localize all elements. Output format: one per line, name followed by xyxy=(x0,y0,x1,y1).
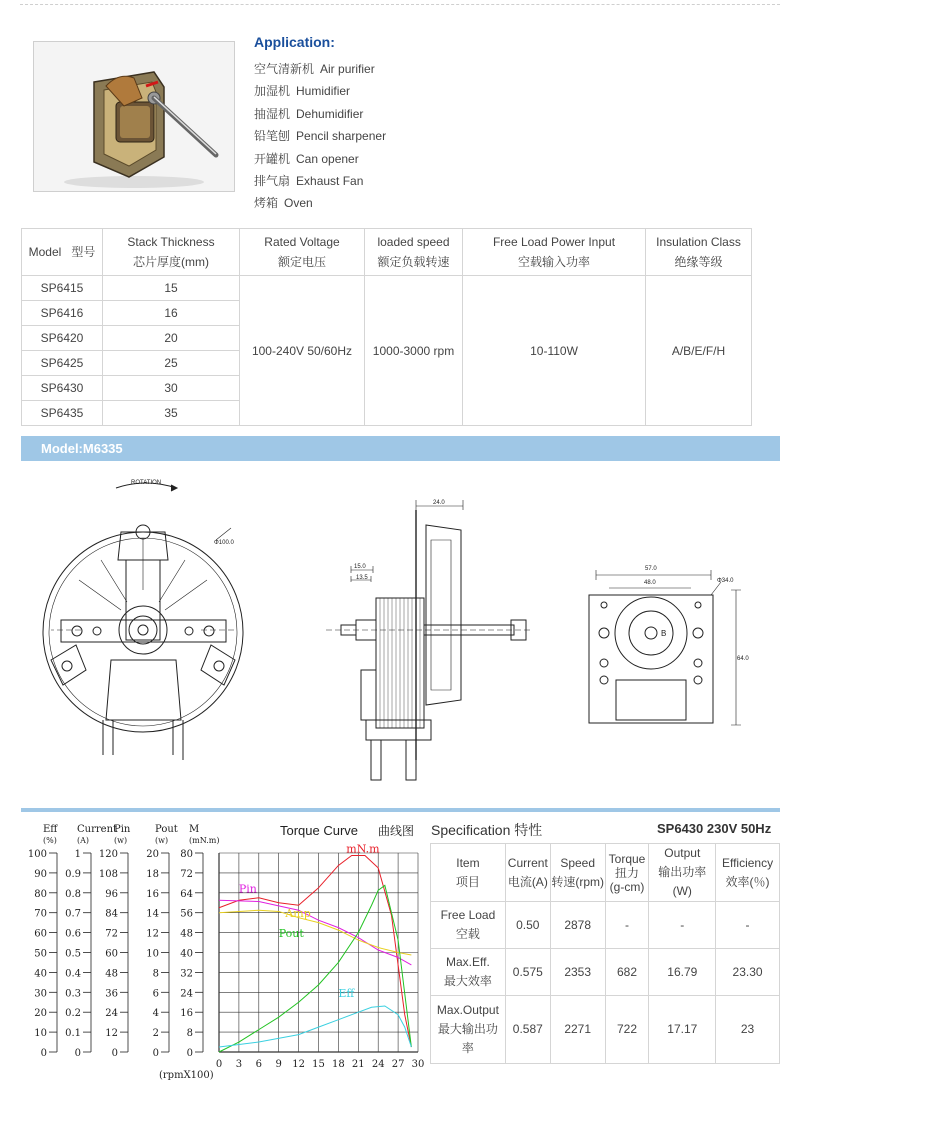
efficiency-cell: 23 xyxy=(716,996,780,1064)
model-header-bar xyxy=(21,436,780,461)
dia34-label: Φ34.0 xyxy=(717,578,734,584)
item-cell: Free Load 空载 xyxy=(431,902,506,949)
spec-table-header-row xyxy=(22,229,752,276)
x-tick-label: 9 xyxy=(275,1059,282,1070)
thickness-cell: 25 xyxy=(103,351,240,376)
application-item: 排气扇 Exhaust Fan xyxy=(254,173,364,188)
header-rated-voltage: Rated Voltage 额定电压 xyxy=(240,229,365,276)
y-tick-label: 1 xyxy=(74,849,81,860)
product-photo xyxy=(33,41,235,192)
y-axis-name: Eff xyxy=(43,824,58,835)
chart-title-cn: 曲线图 xyxy=(378,824,415,838)
torque-cell: 682 xyxy=(605,949,649,996)
table-row xyxy=(431,949,780,996)
y-tick-label: 100 xyxy=(27,849,47,860)
y-tick-label: 24 xyxy=(180,988,193,1000)
model-cell: SP6435 xyxy=(22,401,103,426)
y-tick-label: 36 xyxy=(105,988,118,1000)
y-tick-label: 6 xyxy=(152,988,159,1000)
series-label: Pout xyxy=(278,927,304,941)
x-tick-label: 21 xyxy=(351,1059,365,1070)
y-tick-label: 16 xyxy=(180,1008,193,1020)
item-cell: Max.Output 最大输出功 率 xyxy=(431,996,506,1064)
application-item: 铅笔刨 Pencil sharpener xyxy=(254,129,387,144)
thickness-cell: 16 xyxy=(103,301,240,326)
model-cell: SP6416 xyxy=(22,301,103,326)
y-tick-label: 60 xyxy=(105,948,118,960)
y-tick-label: 56 xyxy=(180,908,193,920)
y-tick-label: 40 xyxy=(180,948,193,960)
y-tick-label: 0.2 xyxy=(65,1008,81,1020)
x-tick-label: 3 xyxy=(235,1059,243,1070)
x-tick-label: 0 xyxy=(215,1059,223,1070)
speed-cell: 1000-3000 rpm xyxy=(365,276,463,426)
header-free-load-power: Free Load Power Input 空载输入功率 xyxy=(463,229,646,276)
model-cell: SP6420 xyxy=(22,326,103,351)
table-row xyxy=(22,276,752,301)
x-tick-label: 15 xyxy=(312,1059,325,1070)
y-axis-unit: (A) xyxy=(77,836,90,845)
y-tick-label: 8 xyxy=(152,968,159,980)
header-model: Model 型号 xyxy=(22,229,103,276)
y-tick-label: 12 xyxy=(105,1028,118,1040)
side-view-drawing xyxy=(326,500,531,780)
series-label: Pin xyxy=(238,882,257,896)
performance-table xyxy=(430,843,780,1064)
y-tick-label: 108 xyxy=(98,868,118,880)
top-divider xyxy=(20,4,780,5)
output-cell: - xyxy=(649,902,716,949)
y-axis-name: Pout xyxy=(155,824,178,835)
voltage-cell: 100-240V 50/60Hz xyxy=(240,276,365,426)
torque-cell: 722 xyxy=(605,996,649,1064)
x-tick-label: 27 xyxy=(391,1059,405,1070)
y-axis-name: Current xyxy=(77,824,118,835)
y-tick-label: 0.6 xyxy=(65,928,81,940)
y-tick-label: 10 xyxy=(34,1028,47,1040)
application-item: 空气清新机 Air purifier xyxy=(254,62,375,76)
rotation-label: ROTATION xyxy=(131,480,162,486)
y-tick-label: 72 xyxy=(105,928,118,940)
y-tick-label: 0 xyxy=(74,1048,81,1059)
axes-group xyxy=(28,824,220,1059)
b-label: B xyxy=(661,629,667,638)
y-tick-label: 48 xyxy=(180,928,193,940)
x-axis-label: (rpmX100) xyxy=(159,1070,214,1081)
dia100-label: Φ100.0 xyxy=(214,540,234,546)
y-tick-label: 70 xyxy=(34,908,47,920)
thickness-cell: 15 xyxy=(103,276,240,301)
y-tick-label: 0 xyxy=(111,1048,118,1059)
series-label: Eff xyxy=(338,986,355,1000)
model-cell: SP6430 xyxy=(22,376,103,401)
application-item: 抽湿机 Dehumidifier xyxy=(254,106,364,121)
y-tick-label: 0 xyxy=(186,1048,193,1059)
current-cell: 0.50 xyxy=(505,902,550,949)
y-tick-label: 0.4 xyxy=(65,968,81,980)
y-tick-label: 0.3 xyxy=(65,988,81,1000)
y-tick-label: 0.1 xyxy=(65,1028,81,1040)
thickness-cell: 20 xyxy=(103,326,240,351)
y-tick-label: 16 xyxy=(146,888,159,900)
rear-view-drawing xyxy=(589,570,741,725)
application-item: 加湿机 Humidifier xyxy=(254,84,351,99)
y-tick-label: 120 xyxy=(98,849,118,860)
table-row xyxy=(431,902,780,949)
header-speed: Speed 转速(rpm) xyxy=(550,844,605,902)
y-tick-label: 48 xyxy=(105,968,118,980)
header-insulation-class: Insulation Class 绝缘等级 xyxy=(646,229,752,276)
efficiency-cell: 23.30 xyxy=(716,949,780,996)
y-tick-label: 18 xyxy=(146,868,159,880)
performance-title: Specification 特性 xyxy=(431,822,543,838)
y-tick-label: 80 xyxy=(180,849,193,860)
y-tick-label: 14 xyxy=(146,908,159,920)
x-tick-group xyxy=(216,1059,425,1070)
section-divider xyxy=(21,808,780,812)
header-stack-thickness: Stack Thickness 芯片厚度(mm) xyxy=(103,229,240,276)
insulation-cell: A/B/E/F/H xyxy=(646,276,752,426)
header-current: Current 电流(A) xyxy=(505,844,550,902)
speed-cell: 2353 xyxy=(550,949,605,996)
power-cell: 10-110W xyxy=(463,276,646,426)
y-tick-label: 0.5 xyxy=(65,948,81,960)
y-tick-label: 0.8 xyxy=(65,888,81,900)
model-spec-table xyxy=(21,228,752,426)
y-tick-label: 80 xyxy=(34,888,47,900)
y-tick-label: 20 xyxy=(146,849,159,860)
series-label: mN.m xyxy=(346,842,380,856)
y-tick-label: 0.7 xyxy=(65,908,81,920)
y-tick-label: 2 xyxy=(152,1028,159,1040)
y-tick-label: 0 xyxy=(152,1048,159,1059)
y-tick-label: 20 xyxy=(34,1008,47,1020)
y-axis-name: Pin xyxy=(114,824,131,835)
thickness-cell: 30 xyxy=(103,376,240,401)
current-cell: 0.587 xyxy=(505,996,550,1064)
y-axis-unit: (w) xyxy=(114,836,128,845)
y-tick-label: 0 xyxy=(40,1048,47,1059)
performance-model: SP6430 230V 50Hz xyxy=(657,821,772,836)
y-axis-name: M xyxy=(189,824,200,835)
dim24-label: 24.0 xyxy=(433,500,445,506)
output-cell: 16.79 xyxy=(649,949,716,996)
header-torque: Torque 扭力 (g-cm) xyxy=(605,844,649,902)
dim48-label: 48.0 xyxy=(644,580,656,586)
x-tick-label: 12 xyxy=(292,1059,305,1070)
speed-cell: 2878 xyxy=(550,902,605,949)
x-tick-label: 30 xyxy=(411,1059,425,1070)
technical-drawing xyxy=(21,470,780,790)
x-tick-label: 24 xyxy=(371,1059,385,1070)
y-tick-label: 90 xyxy=(34,868,47,880)
application-title: Application: xyxy=(254,34,335,50)
series-group xyxy=(219,842,411,1052)
y-tick-label: 60 xyxy=(34,928,47,940)
torque-curve-chart xyxy=(21,815,426,1090)
y-tick-label: 0.9 xyxy=(65,868,81,880)
y-tick-label: 12 xyxy=(146,928,159,940)
application-item: 开罐机 Can opener xyxy=(254,151,359,166)
table-row xyxy=(431,996,780,1064)
y-tick-label: 10 xyxy=(146,948,159,960)
y-tick-label: 4 xyxy=(152,1008,159,1020)
y-tick-label: 84 xyxy=(105,908,118,920)
output-cell: 17.17 xyxy=(649,996,716,1064)
y-tick-label: 24 xyxy=(105,1008,118,1020)
model-label: Model:M6335 xyxy=(41,441,123,456)
dim64-label: 64.0 xyxy=(737,656,749,662)
dim13-label: 13.5 xyxy=(356,575,368,581)
y-tick-label: 50 xyxy=(34,948,47,960)
dim15-label: 15.0 xyxy=(354,564,366,570)
application-item: 烤箱 Oven xyxy=(254,196,313,211)
thickness-cell: 35 xyxy=(103,401,240,426)
x-tick-label: 18 xyxy=(332,1059,345,1070)
model-cell: SP6415 xyxy=(22,276,103,301)
y-tick-label: 72 xyxy=(180,868,193,880)
y-axis-unit: (w) xyxy=(155,836,169,845)
header-efficiency: Efficiency 效率(％) xyxy=(716,844,780,902)
header-output: Output 输出功率(W) xyxy=(649,844,716,902)
chart-title: Torque Curve xyxy=(280,823,359,838)
x-tick-label: 6 xyxy=(255,1059,262,1070)
header-loaded-speed: loaded speed 额定负载转速 xyxy=(365,229,463,276)
performance-header-row xyxy=(431,844,780,902)
speed-cell: 2271 xyxy=(550,996,605,1064)
series-line xyxy=(219,885,411,1052)
dim57-label: 57.0 xyxy=(645,566,657,572)
series-label: Amp xyxy=(285,907,311,921)
header-item: Item 项目 xyxy=(431,844,506,902)
y-tick-label: 30 xyxy=(34,988,47,1000)
torque-cell: - xyxy=(605,902,649,949)
y-tick-label: 8 xyxy=(186,1028,193,1040)
y-tick-label: 96 xyxy=(105,888,118,900)
y-tick-label: 64 xyxy=(180,888,193,900)
current-cell: 0.575 xyxy=(505,949,550,996)
efficiency-cell: - xyxy=(716,902,780,949)
model-cell: SP6425 xyxy=(22,351,103,376)
application-list xyxy=(254,58,386,215)
motor-photo-image xyxy=(34,42,234,191)
y-tick-label: 40 xyxy=(34,968,47,980)
y-axis-unit: (mN.m) xyxy=(189,836,220,845)
y-tick-label: 32 xyxy=(180,968,193,980)
front-view-drawing xyxy=(43,483,243,760)
y-axis-unit: (%) xyxy=(43,836,57,845)
item-cell: Max.Eff. 最大效率 xyxy=(431,949,506,996)
